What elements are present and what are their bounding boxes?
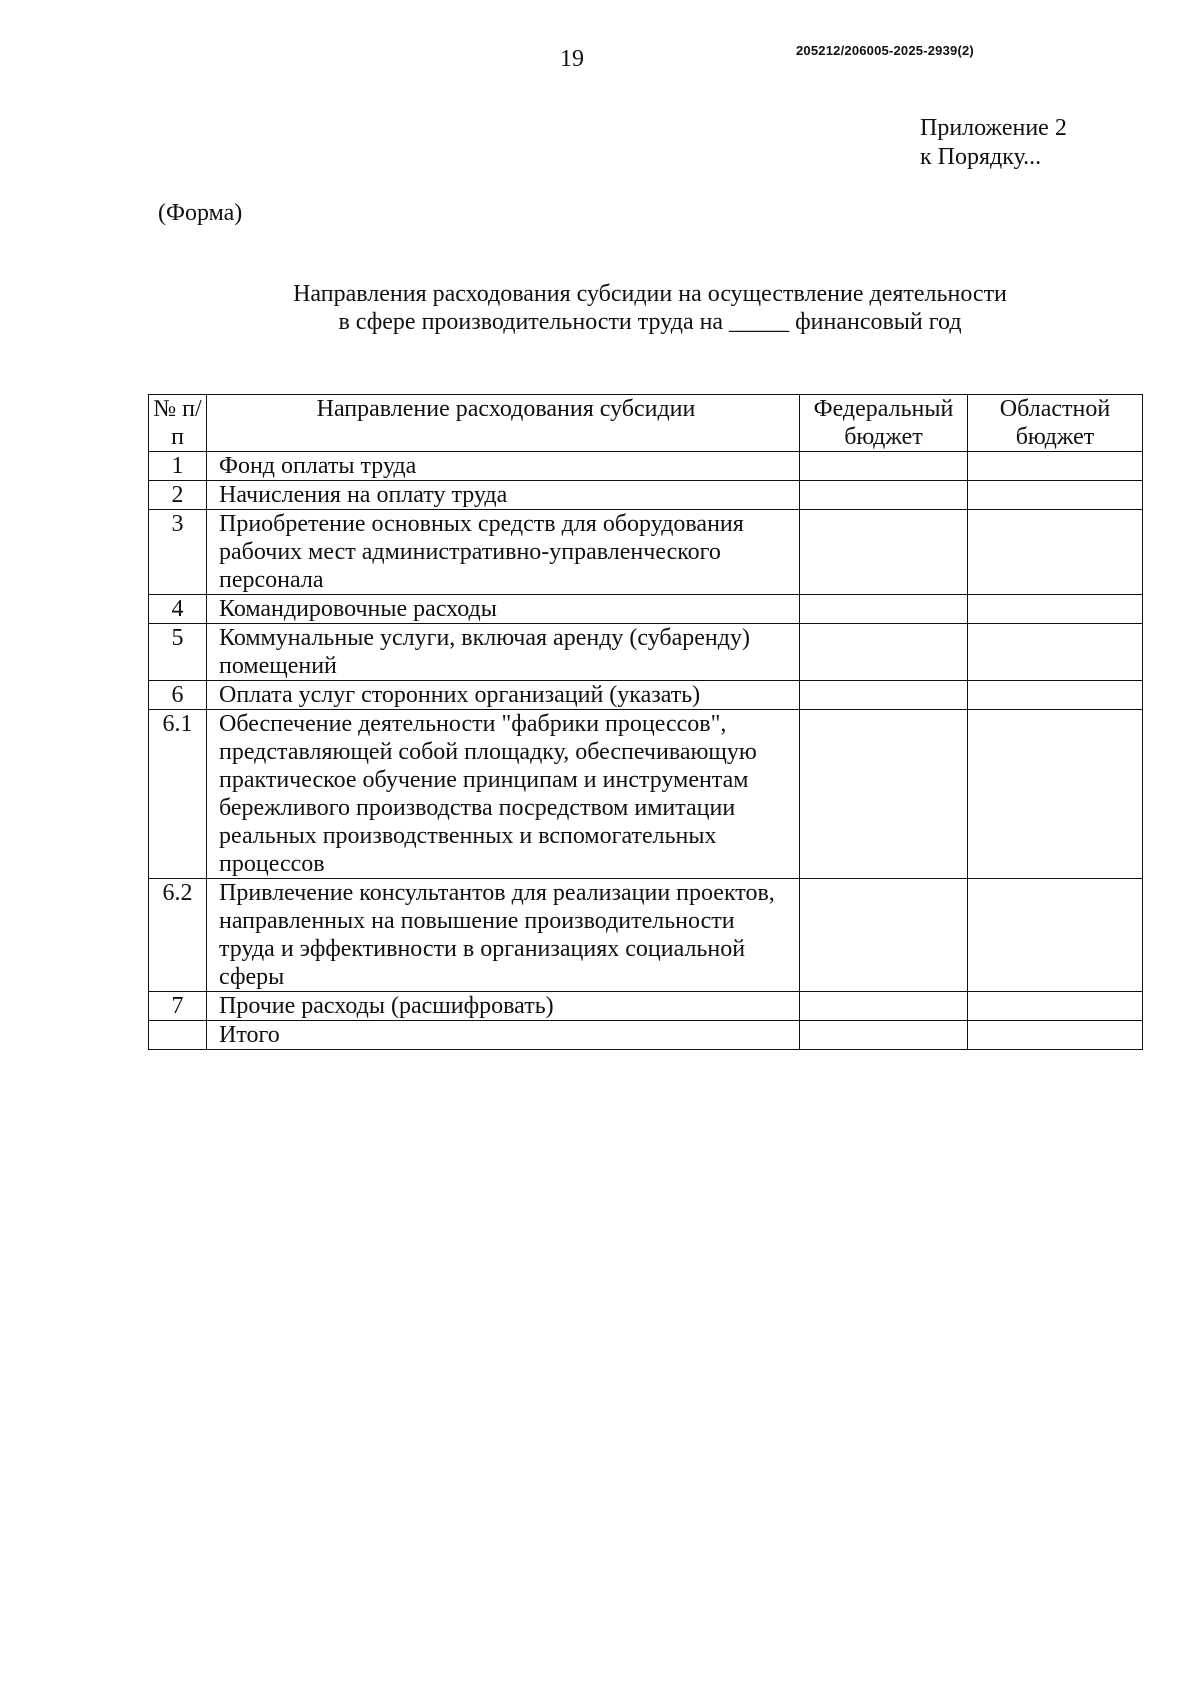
row-federal bbox=[800, 624, 968, 681]
row-federal bbox=[800, 710, 968, 879]
table-header-row bbox=[149, 395, 1143, 452]
row-num: 1 bbox=[149, 452, 207, 481]
row-federal bbox=[800, 452, 968, 481]
row-num: 6.1 bbox=[149, 710, 207, 879]
row-regional bbox=[968, 452, 1143, 481]
row-direction: Командировочные расходы bbox=[207, 595, 800, 624]
row-federal bbox=[800, 481, 968, 510]
expense-table bbox=[148, 394, 1143, 1050]
row-regional bbox=[968, 681, 1143, 710]
row-regional bbox=[968, 595, 1143, 624]
row-direction: Приобретение основных средств для оборудования рабочих мест административно-управленческого персонала bbox=[207, 510, 800, 595]
table-row bbox=[149, 510, 1143, 595]
row-regional bbox=[968, 992, 1143, 1021]
table-row bbox=[149, 710, 1143, 879]
header-federal: Федеральный бюджет bbox=[800, 395, 968, 452]
appendix-reference bbox=[920, 114, 1067, 172]
row-direction: Оплата услуг сторонних организаций (указать) bbox=[207, 681, 800, 710]
row-regional bbox=[968, 879, 1143, 992]
row-federal bbox=[800, 879, 968, 992]
row-regional bbox=[968, 624, 1143, 681]
row-num: 5 bbox=[149, 624, 207, 681]
form-label: (Форма) bbox=[158, 200, 243, 226]
row-num: 7 bbox=[149, 992, 207, 1021]
table-row bbox=[149, 481, 1143, 510]
row-direction: Начисления на оплату труда bbox=[207, 481, 800, 510]
page-number: 19 bbox=[560, 46, 584, 72]
header-num: № п/п bbox=[149, 395, 207, 452]
table-row bbox=[149, 681, 1143, 710]
row-regional bbox=[968, 510, 1143, 595]
row-num: 6 bbox=[149, 681, 207, 710]
document-title bbox=[140, 280, 1160, 336]
table-row bbox=[149, 624, 1143, 681]
row-federal bbox=[800, 1021, 968, 1050]
row-federal bbox=[800, 681, 968, 710]
table-row bbox=[149, 992, 1143, 1021]
appendix-line-1: Приложение 2 bbox=[920, 115, 1067, 141]
row-federal bbox=[800, 992, 968, 1021]
row-num: 4 bbox=[149, 595, 207, 624]
row-federal bbox=[800, 510, 968, 595]
title-line-2: в сфере производительности труда на _____ финансовый год bbox=[338, 309, 962, 335]
table-row bbox=[149, 879, 1143, 992]
row-num: 2 bbox=[149, 481, 207, 510]
table-row bbox=[149, 595, 1143, 624]
row-direction: Итого bbox=[207, 1021, 800, 1050]
row-num bbox=[149, 1021, 207, 1050]
row-num: 3 bbox=[149, 510, 207, 595]
row-regional bbox=[968, 1021, 1143, 1050]
row-regional bbox=[968, 481, 1143, 510]
header-direction: Направление расходования субсидии bbox=[207, 395, 800, 452]
row-regional bbox=[968, 710, 1143, 879]
row-direction: Прочие расходы (расшифровать) bbox=[207, 992, 800, 1021]
appendix-line-2: к Порядку... bbox=[920, 144, 1042, 170]
row-direction: Коммунальные услуги, включая аренду (субаренду) помещений bbox=[207, 624, 800, 681]
header-regional: Областной бюджет bbox=[968, 395, 1143, 452]
row-num: 6.2 bbox=[149, 879, 207, 992]
row-direction: Фонд оплаты труда bbox=[207, 452, 800, 481]
row-direction: Привлечение консультантов для реализации проектов, направленных на повышение производительности труда и эффективности в организациях социальной сферы bbox=[207, 879, 800, 992]
row-direction: Обеспечение деятельности "фабрики процессов", представляющей собой площадку, обеспечивающую практическое обучение принципам и инструментам бережливого производства посредством имитации реальных производственных и вспомогательных процессов bbox=[207, 710, 800, 879]
title-line-1: Направления расходования субсидии на осуществление деятельности bbox=[293, 281, 1007, 307]
table-total-row bbox=[149, 1021, 1143, 1050]
row-federal bbox=[800, 595, 968, 624]
document-id: 205212/206005-2025-2939(2) bbox=[796, 43, 974, 58]
table-row bbox=[149, 452, 1143, 481]
